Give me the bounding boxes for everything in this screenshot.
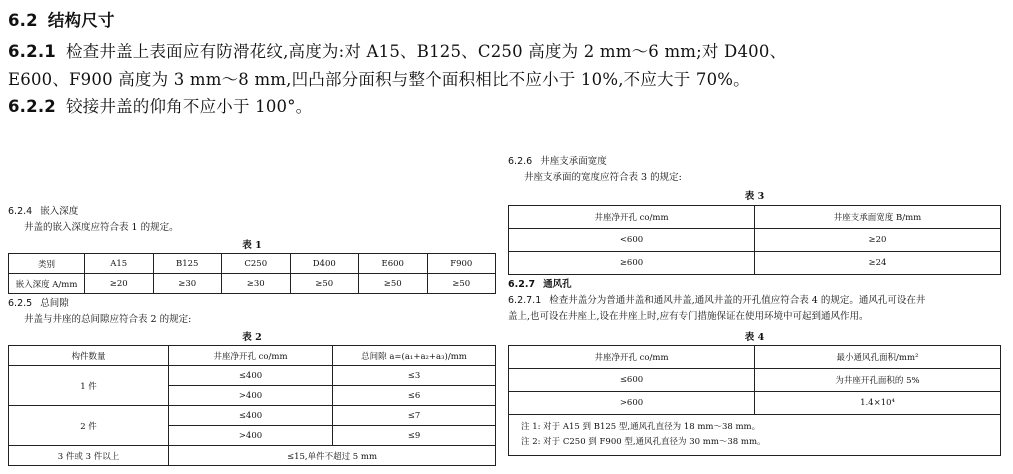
table-notes-cell — [509, 415, 1001, 456]
table-cell: ≥20 — [85, 274, 154, 294]
clause-6-2-6-title — [508, 155, 607, 168]
table-cell: ≥50 — [359, 274, 428, 294]
table-note: 注 1: 对于 A15 到 B125 型,通风孔直径为 18 mm～38 mm。 — [521, 422, 761, 432]
table-header-cell: 最小通风孔面积/mm² — [755, 346, 1001, 369]
table-header-row — [509, 346, 1001, 369]
table-header-cell: 井座净开孔 co/mm — [509, 206, 755, 229]
table-notes-row — [509, 415, 1001, 456]
table-header-row — [509, 206, 1001, 229]
table-header-cell: F900 — [427, 254, 496, 274]
table-row — [509, 229, 1001, 252]
table-header-cell: 构件数量 — [9, 346, 169, 366]
table-row — [9, 406, 496, 426]
clause-6-2-5-title — [8, 297, 69, 310]
clause-6-2-6-body: 井座支承面的宽度应符合表 3 的规定: — [524, 172, 682, 183]
table-header-cell: 井座净开孔 co/mm — [169, 346, 333, 366]
table-cell: >400 — [169, 386, 333, 406]
table-1 — [8, 253, 496, 294]
clause-6-2-7-1-line2: 盖上,也可设在井座上,设在井座上时,应有专门措施保证在使用环境中可起到通风作用。 — [508, 311, 869, 322]
table-header-cell: A15 — [85, 254, 154, 274]
table-cell: ≥50 — [427, 274, 496, 294]
clause-title: 总间隙 — [40, 298, 69, 309]
clause-title: 通风孔 — [543, 279, 572, 290]
table-cell: ≤600 — [509, 369, 755, 392]
table-2 — [8, 345, 496, 466]
table-cell: <600 — [509, 229, 755, 252]
clause-6-2-1-line1 — [8, 41, 786, 63]
table-cell: >600 — [509, 392, 755, 415]
clause-6-2-7-1-line1 — [508, 294, 925, 307]
table-cell: ≤6 — [333, 386, 496, 406]
table-cell: 1 件 — [9, 366, 169, 406]
table-cell: ≤400 — [169, 406, 333, 426]
table-cell: 2 件 — [9, 406, 169, 446]
table-cell: ≤15,单件不超过 5 mm — [169, 446, 496, 466]
clause-text: 检查井盖分为普通井盖和通风井盖,通风井盖的开孔值应符合表 4 的规定。通风孔可设在井 — [549, 295, 926, 306]
clause-number: 6.2.6 — [508, 156, 533, 167]
table-3-caption: 表 3 — [744, 191, 765, 202]
clause-6-2-7-title — [508, 278, 572, 291]
table-row — [509, 392, 1001, 415]
table-cell: ≥30 — [153, 274, 222, 294]
clause-title: 嵌入深度 — [40, 206, 79, 217]
table-header-cell: 类别 — [9, 254, 85, 274]
table-4-caption: 表 4 — [744, 332, 765, 343]
table-cell: ≥24 — [755, 252, 1001, 275]
table-row — [9, 366, 496, 386]
clause-text: 检查井盖上表面应有防滑花纹,高度为:对 A15、B125、C250 高度为 2 mm～6 mm;对 D400、 — [65, 42, 787, 61]
table-header-cell: D400 — [290, 254, 359, 274]
table-cell: ≥30 — [222, 274, 291, 294]
table-cell: ≤9 — [333, 426, 496, 446]
clause-number: 6.2.7.1 — [508, 295, 542, 306]
table-header-row — [9, 254, 496, 274]
table-header-cell: C250 — [222, 254, 291, 274]
table-1-caption: 表 1 — [242, 240, 262, 251]
section-heading — [8, 10, 115, 32]
clause-6-2-1-line2: E600、F900 高度为 3 mm～8 mm,凹凸部分面积与整个面积相比不应小于 10%,不应大于 70%。 — [8, 70, 750, 89]
section-title: 结构尺寸 — [47, 11, 115, 30]
table-2-caption: 表 2 — [242, 332, 262, 343]
table-header-cell: 井座净开孔 co/mm — [509, 346, 755, 369]
table-header-cell: B125 — [153, 254, 222, 274]
clause-title: 井座支承面宽度 — [540, 156, 607, 167]
clause-text: 铰接井盖的仰角不应小于 100°。 — [65, 97, 313, 116]
table-header-row — [9, 346, 496, 366]
table-cell: ≤7 — [333, 406, 496, 426]
clause-6-2-4-body: 井盖的嵌入深度应符合表 1 的规定。 — [24, 222, 179, 233]
table-row — [509, 252, 1001, 275]
table-3 — [508, 205, 1001, 275]
table-row — [509, 369, 1001, 392]
table-cell: 3 件或 3 件以上 — [9, 446, 169, 466]
table-cell: ≤400 — [169, 366, 333, 386]
table-header-cell: 总间隙 a=(a₁+a₂+a₃)/mm — [333, 346, 496, 366]
clause-6-2-5-body: 井盖与井座的总间隙应符合表 2 的规定: — [24, 314, 192, 325]
clause-number: 6.2.1 — [8, 42, 56, 61]
table-cell: ≥50 — [290, 274, 359, 294]
table-cell: 为井座开孔面积的 5% — [755, 369, 1001, 392]
table-header-cell: 井座支承面宽度 B/mm — [755, 206, 1001, 229]
clause-6-2-2 — [8, 96, 312, 118]
clause-number: 6.2.5 — [8, 298, 33, 309]
clause-number: 6.2.2 — [8, 97, 56, 116]
table-header-cell: E600 — [359, 254, 428, 274]
table-4 — [508, 345, 1001, 456]
clause-number: 6.2.7 — [508, 279, 536, 290]
clause-6-2-4-title — [8, 205, 78, 218]
table-cell: ≥20 — [755, 229, 1001, 252]
table-cell: 嵌入深度 A/mm — [9, 274, 85, 294]
table-cell: >400 — [169, 426, 333, 446]
table-cell: ≥600 — [509, 252, 755, 275]
table-cell: 1.4×10⁴ — [755, 392, 1001, 415]
table-row — [9, 446, 496, 466]
table-cell: ≤3 — [333, 366, 496, 386]
clause-number: 6.2.4 — [8, 206, 33, 217]
table-row — [9, 274, 496, 294]
table-note: 注 2: 对于 C250 到 F900 型,通风孔直径为 30 mm～38 mm。 — [521, 437, 766, 447]
section-number: 6.2 — [8, 11, 38, 30]
